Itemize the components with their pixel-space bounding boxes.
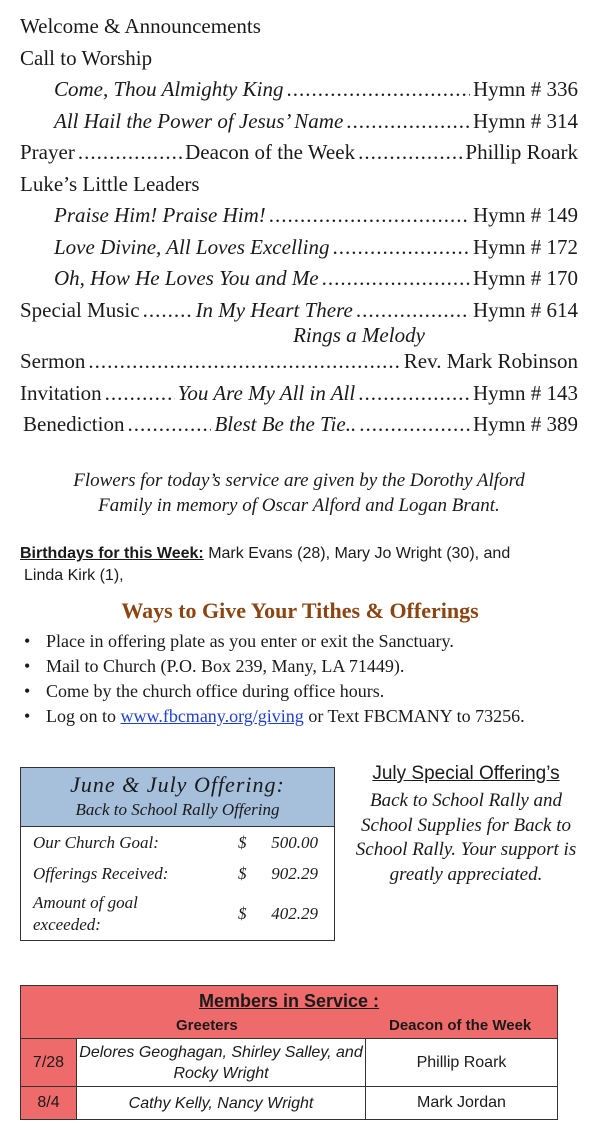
greeters-names: Cathy Kelly, Nancy Wright bbox=[76, 1087, 365, 1119]
offering-title: June & July Offering: bbox=[70, 772, 285, 797]
flowers-line: Family in memory of Oscar Alford and Logan Brant. bbox=[98, 495, 500, 516]
hymn-title: Love Divine, All Loves Excelling bbox=[54, 234, 330, 259]
dot-leader bbox=[105, 381, 175, 406]
dot-leader bbox=[346, 109, 470, 134]
order-invitation bbox=[20, 381, 578, 413]
dot-leader bbox=[78, 140, 182, 165]
list-item: • Place in offering plate as you enter or exit the Sanctuary. bbox=[20, 629, 590, 654]
birthdays-line bbox=[20, 543, 580, 565]
hymn-number: Hymn # 389 bbox=[473, 412, 578, 436]
prayer-role: Deacon of the Week bbox=[185, 140, 356, 164]
column-header-deacon: Deacon of the Week bbox=[389, 1017, 532, 1034]
sermon-name: Rev. Mark Robinson bbox=[403, 349, 578, 373]
order-sermon bbox=[20, 349, 578, 381]
currency-symbol: $ bbox=[238, 904, 247, 923]
currency-symbol: $ bbox=[238, 833, 247, 852]
sermon-label: Sermon bbox=[20, 349, 86, 373]
offering-subtitle: Back to School Rally Offering bbox=[75, 800, 280, 819]
hymn-number: Hymn # 143 bbox=[473, 380, 578, 405]
birthdays bbox=[20, 543, 580, 587]
order-little-leaders bbox=[20, 172, 578, 204]
dot-leader bbox=[127, 412, 211, 437]
members-in-service-table bbox=[20, 985, 558, 1120]
dot-leader bbox=[322, 266, 470, 291]
hymn-number: Hymn # 336 bbox=[473, 77, 578, 101]
order-call-to-worship bbox=[20, 46, 578, 78]
birthdays-names-continued: Linda Kirk (1), bbox=[24, 567, 124, 584]
members-header bbox=[21, 986, 557, 1038]
offering-label: Amount of goal exceeded: bbox=[33, 893, 138, 934]
dot-leader bbox=[143, 298, 193, 323]
dot-leader bbox=[356, 298, 470, 323]
offering-label: Our Church Goal: bbox=[33, 833, 159, 852]
special-music-title: In My Heart There bbox=[195, 297, 353, 322]
hymn-number: Hymn # 172 bbox=[473, 234, 578, 259]
dot-leader bbox=[358, 140, 462, 165]
benediction-title: Blest Be the Tie.. bbox=[214, 412, 357, 436]
hymn-row bbox=[20, 235, 578, 267]
dot-leader bbox=[332, 235, 470, 260]
offering-amount: 902.29 bbox=[271, 864, 318, 883]
hymn-title: Oh, How He Loves You and Me bbox=[54, 266, 319, 290]
offering-label: Offerings Received: bbox=[33, 864, 169, 883]
dot-leader bbox=[359, 412, 470, 437]
giving-link[interactable]: www.fbcmany.org/giving bbox=[120, 706, 304, 726]
special-music-title-continued: Rings a Melody bbox=[293, 323, 425, 347]
order-welcome bbox=[20, 14, 578, 46]
table-row bbox=[21, 1086, 557, 1119]
members-title: Members in Service : bbox=[198, 991, 380, 1011]
little-leaders-label: Luke’s Little Leaders bbox=[20, 171, 200, 196]
welcome-label: Welcome & Announcements bbox=[20, 14, 261, 38]
table-row bbox=[21, 827, 334, 859]
table-row bbox=[21, 1038, 557, 1086]
dot-leader bbox=[88, 349, 400, 374]
hymn-title: All Hail the Power of Jesus’ Name bbox=[54, 108, 344, 133]
currency-symbol: $ bbox=[238, 864, 247, 883]
birthdays-names: Mark Evans (28), Mary Jo Wright (30), and bbox=[208, 545, 511, 562]
hymn-number: Hymn # 614 bbox=[473, 297, 578, 322]
table-row bbox=[21, 889, 334, 939]
flowers-note bbox=[20, 468, 578, 518]
column-header-greeters: Greeters bbox=[176, 1017, 238, 1034]
order-benediction bbox=[20, 412, 578, 444]
special-music-label: Special Music bbox=[20, 297, 140, 322]
hymn-number: Hymn # 314 bbox=[473, 108, 578, 133]
list-item bbox=[20, 704, 590, 729]
dot-leader bbox=[286, 77, 470, 102]
benediction-label: Benediction bbox=[23, 412, 125, 436]
order-of-service bbox=[20, 14, 578, 444]
july-special-body: Back to School Rally and School Supplies for Back to School Rally. Your support is greatly appreciated. bbox=[355, 790, 577, 885]
hymn-title: Praise Him! Praise Him! bbox=[54, 203, 266, 227]
birthdays-label: Birthdays for this Week: bbox=[20, 545, 204, 562]
greeters-names: Delores Geoghagan, Shirley Salley, and Rocky Wright bbox=[76, 1039, 365, 1086]
dot-leader bbox=[269, 203, 470, 228]
call-to-worship-label: Call to Worship bbox=[20, 45, 153, 70]
offering-amount: 402.29 bbox=[271, 904, 318, 923]
hymn-row bbox=[20, 203, 578, 235]
offering-amount: 500.00 bbox=[271, 833, 318, 852]
service-date: 7/28 bbox=[32, 1053, 65, 1071]
hymn-row bbox=[20, 266, 578, 298]
prayer-label: Prayer bbox=[20, 140, 75, 164]
order-prayer bbox=[20, 140, 578, 172]
dot-leader bbox=[358, 381, 470, 406]
invitation-title: You Are My All in All bbox=[177, 380, 356, 405]
deacon-name: Mark Jordan bbox=[365, 1087, 557, 1119]
july-special-offering bbox=[352, 763, 580, 887]
hymn-number: Hymn # 170 bbox=[473, 266, 578, 290]
giving-text: Log on to bbox=[46, 706, 116, 726]
list-item: • Mail to Church (P.O. Box 239, Many, LA 71449). bbox=[20, 654, 590, 679]
ways-to-give-title: Ways to Give Your Tithes & Offerings bbox=[121, 598, 479, 623]
offering-summary-table bbox=[20, 767, 335, 941]
giving-text: or Text FBCMANY to 73256. bbox=[308, 706, 525, 726]
hymn-title: Come, Thou Almighty King bbox=[54, 77, 284, 101]
flowers-line: Flowers for today’s service are given by the Dorothy Alford bbox=[73, 470, 525, 491]
hymn-row bbox=[20, 77, 578, 109]
july-special-title: July Special Offering’s bbox=[372, 763, 560, 784]
prayer-name: Phillip Roark bbox=[465, 140, 578, 164]
service-date: 8/4 bbox=[37, 1094, 60, 1111]
offering-header bbox=[21, 768, 334, 827]
hymn-number: Hymn # 149 bbox=[473, 203, 578, 227]
table-row bbox=[21, 859, 334, 889]
hymn-row bbox=[20, 109, 578, 141]
invitation-label: Invitation bbox=[20, 380, 102, 405]
deacon-name: Phillip Roark bbox=[365, 1039, 557, 1086]
list-item: • Come by the church office during office hours. bbox=[20, 679, 590, 704]
ways-to-give-list bbox=[20, 629, 590, 729]
